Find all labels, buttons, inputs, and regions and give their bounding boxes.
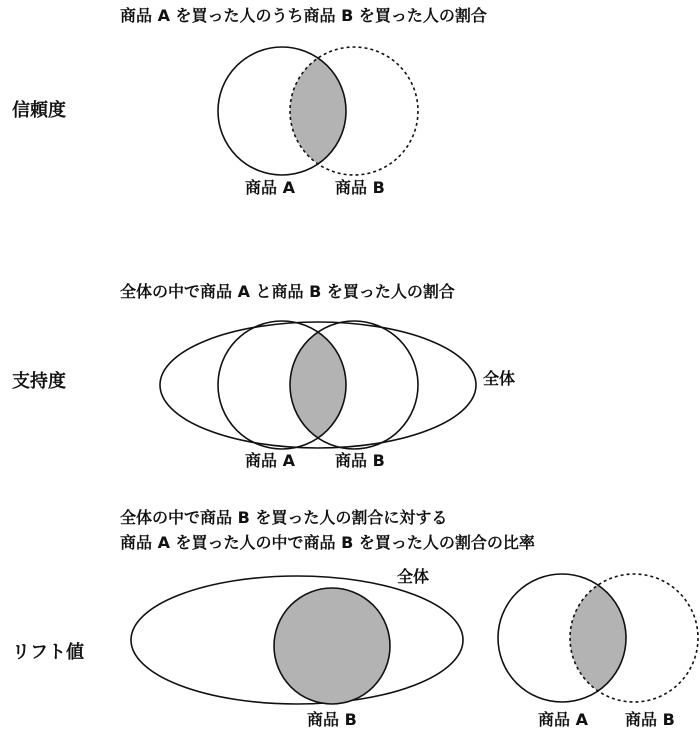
confidence-label: 信頼度 [12, 100, 66, 121]
lift-label: リフト値 [12, 642, 84, 663]
lift-set-b-label: 商品 B [625, 710, 675, 729]
confidence-venn [218, 47, 418, 175]
confidence-set-b-label: 商品 B [335, 178, 385, 197]
support-universe-label: 全体 [483, 369, 516, 388]
lift-venn [498, 574, 698, 702]
lift-description-line-2: 商品 A を買った人の中で商品 B を買った人の割合の比率 [120, 533, 535, 552]
support-description: 全体の中で商品 A と商品 B を買った人の割合 [120, 282, 455, 301]
lift-universe-set-b-label: 商品 B [307, 710, 357, 729]
lift-universe-diagram [131, 576, 463, 704]
confidence-description: 商品 A を買った人のうち商品 B を買った人の割合 [120, 6, 487, 25]
lift-set-b-filled-circle [274, 588, 390, 704]
support-venn [160, 321, 476, 449]
lift-description-line-1: 全体の中で商品 B を買った人の割合に対する [120, 508, 448, 527]
confidence-set-a-label: 商品 A [245, 178, 295, 197]
support-set-a-label: 商品 A [245, 451, 295, 470]
support-set-b-label: 商品 B [335, 451, 385, 470]
lift-universe-label: 全体 [397, 567, 430, 586]
lift-set-a-label: 商品 A [538, 710, 588, 729]
support-label: 支持度 [12, 371, 66, 392]
